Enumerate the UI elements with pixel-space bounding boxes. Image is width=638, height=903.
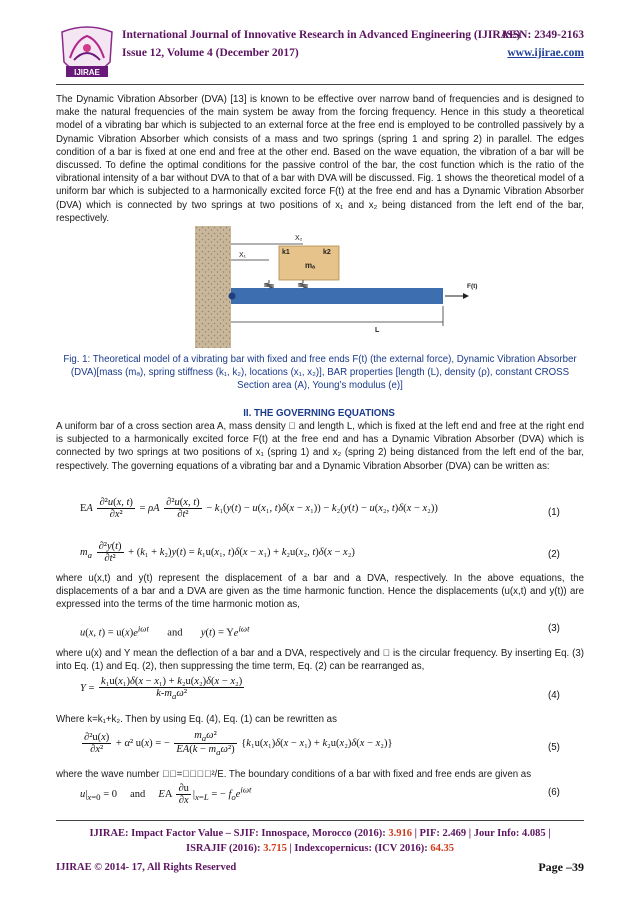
issue-info: Issue 12, Volume 4 (December 2017) xyxy=(122,47,299,59)
equation-number-4: (4) xyxy=(548,690,560,701)
header-divider xyxy=(56,84,584,85)
equation-2: $m_a$ $\frac{\text{∂²y(t)}}{\text{∂t²}}$ + (k₁ + k₂)y(t) = k₁u(x₁, t)δ(x − x₁) + k₂u(x₂, t)δ(x − x₂) xyxy=(80,541,355,564)
equation-number-5: (5) xyxy=(548,742,560,753)
equation-6: $u|_{x=0} = 0$ and EA $\frac{\partial u}{\partial x}$ $|_{x=L}$ = − $f_oe^{i\omega t}$ xyxy=(80,783,252,806)
equation-number-3: (3) xyxy=(548,623,560,634)
intro-paragraph: The Dynamic Vibration Absorber (DVA) [13] is known to be effective over narrow band of frequencies and is designed to make the natural frequencies of the main system be away from the forcing frequency. Hence in this study a theoretical model of a vibrating bar which is subjected to an external force at the free end is employed to be controlled passively by a Dynamic Vibration Absorber which consists of a mass and two springs (spring 1 and spring 2) in parallel. The edges condition of a bar is fixed at one end and free at the other end. Based on the wave equation, the vibration of a bar will be discussed. To define the optimal conditions for the passive control of the bar, the cost function which is the ratio of the vibrational intensity of a bar without DVA to that of a bar with DVA will be discussed. Fig. 1 shows the theoretical model of a uniform bar which is subjected to a harmonically excited force F(t) at the free end and has a Dynamic Vibration Absorber (DVA) which is connected by two springs at two positions of x₁ and x₂ being distanced from the left end of the bar, respectively. xyxy=(56,94,584,224)
footer-metrics: IJIRAE: Impact Factor Value – SJIF: Innospace, Morocco (2016): 3.916 | PIF: 2.469 | Jour Info: 4.085 | ISRAJIF (2016): 3.715 | Indexcopernicus: (ICV 2016): 64.35 xyxy=(89,828,551,854)
journal-website-link[interactable]: www.ijirae.com xyxy=(507,47,584,59)
copyright: IJIRAE © 2014- 17, All Rights Reserved xyxy=(56,862,237,873)
equation-number-6: (6) xyxy=(548,787,560,798)
x1-label: X₁ xyxy=(239,252,247,259)
spring-k2 xyxy=(298,280,308,288)
equation-5: $\frac{\text{∂²u(x)}}{\text{∂x²}}$ + α² u(x) = − $\frac{m_a\omega^2}{EA(k - m_a\omega^2)}$ {k₁u(x₁)δ(x − x₁) + k₂u(x₂)δ(x − x₂)} xyxy=(84,730,393,758)
equation-3: u(x, $t) = u(x)e^{i\omega t}$ and $y(t) = Ye^{i\omega t}$ xyxy=(80,623,250,639)
length-label: L xyxy=(375,327,380,334)
issn: ISSN: 2349-2163 xyxy=(501,29,584,41)
ijirae-logo xyxy=(56,26,118,84)
spring-k1 xyxy=(264,280,274,288)
pin xyxy=(229,293,236,300)
paragraph-after-eq4: Where k=k₁+k₂. Then by using Eq. (4), Eq. (1) can be rewritten as xyxy=(56,714,337,725)
fixed-wall xyxy=(195,226,231,348)
force-label: F(t) xyxy=(467,283,478,290)
equation-number-2: (2) xyxy=(548,549,560,560)
journal-title: International Journal of Innovative Research in Advanced Engineering (IJIRAE) xyxy=(122,29,521,41)
k2-label: k2 xyxy=(323,249,331,256)
equation-1: EA $\frac{\text{∂²u(x, t)}}{\text{∂x²}}$ = ρA $\frac{\text{∂²u(x, t)}}{\text{∂t²}}$ − k₁(y(t) − u(x₁, t)δ(x − x₁)) − k₂(y(t) − u(x₂, t)δ(x − x₂)) xyxy=(80,497,438,520)
figure-caption: Fig. 1: Theoretical model of a vibrating bar with fixed and free ends F(t) (the external force), Dynamic Vibration Absorber (DVA)[mass (mₐ), spring stiffness (k₁, k₂), locations (x₁, x₂)], BAR properties [length (L), density (ρ), constant CROSS Section area (A), Young’s modulus (e)] xyxy=(63,354,577,391)
bar xyxy=(231,288,443,304)
section-heading: II. THE GOVERNING EQUATIONS xyxy=(243,408,395,419)
page-header xyxy=(56,26,584,88)
governing-paragraph: A uniform bar of a cross section area A, mass density   and length L, which is fixed at the left end and free at the right end is subjected to a harmonically excited force F(t) at the free end and has a Dynamic Vibration Absorber (DVA) which is connected by two springs at two positions of x₁ (spring 1) and x₂ (spring 2) being distanced from the left end of the bar, respectively. The governing equations of a vibrating bar and a Dynamic Vibration Absorber (DVA) can be written as: xyxy=(56,421,584,472)
dva-bar-figure xyxy=(195,226,493,348)
paragraph-after-eq3: where u(x) and Y mean the deflection of a bar and a DVA, respectively and   is the circular frequency. By inserting Eq. (3) into Eq. (1) and Eq. (2), then suppressing the time term, Eq. (2) can be rearranged as, xyxy=(56,648,584,673)
footer-divider xyxy=(56,820,584,821)
mass-label: mₐ xyxy=(305,261,316,270)
paragraph-after-eq5: where the wave number   =    ²/E. The boundary conditions of a bar with fixed and free ends are given as xyxy=(56,769,532,780)
paragraph-after-eq2: where u(x,t) and y(t) represent the displacement of a bar and a DVA, respectively. In the above equations, the displacements of a bar and a DVA are given as the time harmonic function. Hence the displacements (u(x,t) and y(t)) are expressed into the terms of the time harmonic motion as, xyxy=(56,573,584,611)
svg-text:IJIRAE: IJIRAE xyxy=(74,68,100,77)
equation-4: Y = $\frac{\text{k₁u(x₁)δ(x − x₁) + k₂u(x₂)δ(x − x₂)}}{k-m_a\omega^2}$ xyxy=(80,676,243,702)
k1-label: k1 xyxy=(282,249,290,256)
equation-number-1: (1) xyxy=(548,507,560,518)
page-number: Page –39 xyxy=(538,860,584,874)
x2-label: X₂ xyxy=(295,235,303,242)
